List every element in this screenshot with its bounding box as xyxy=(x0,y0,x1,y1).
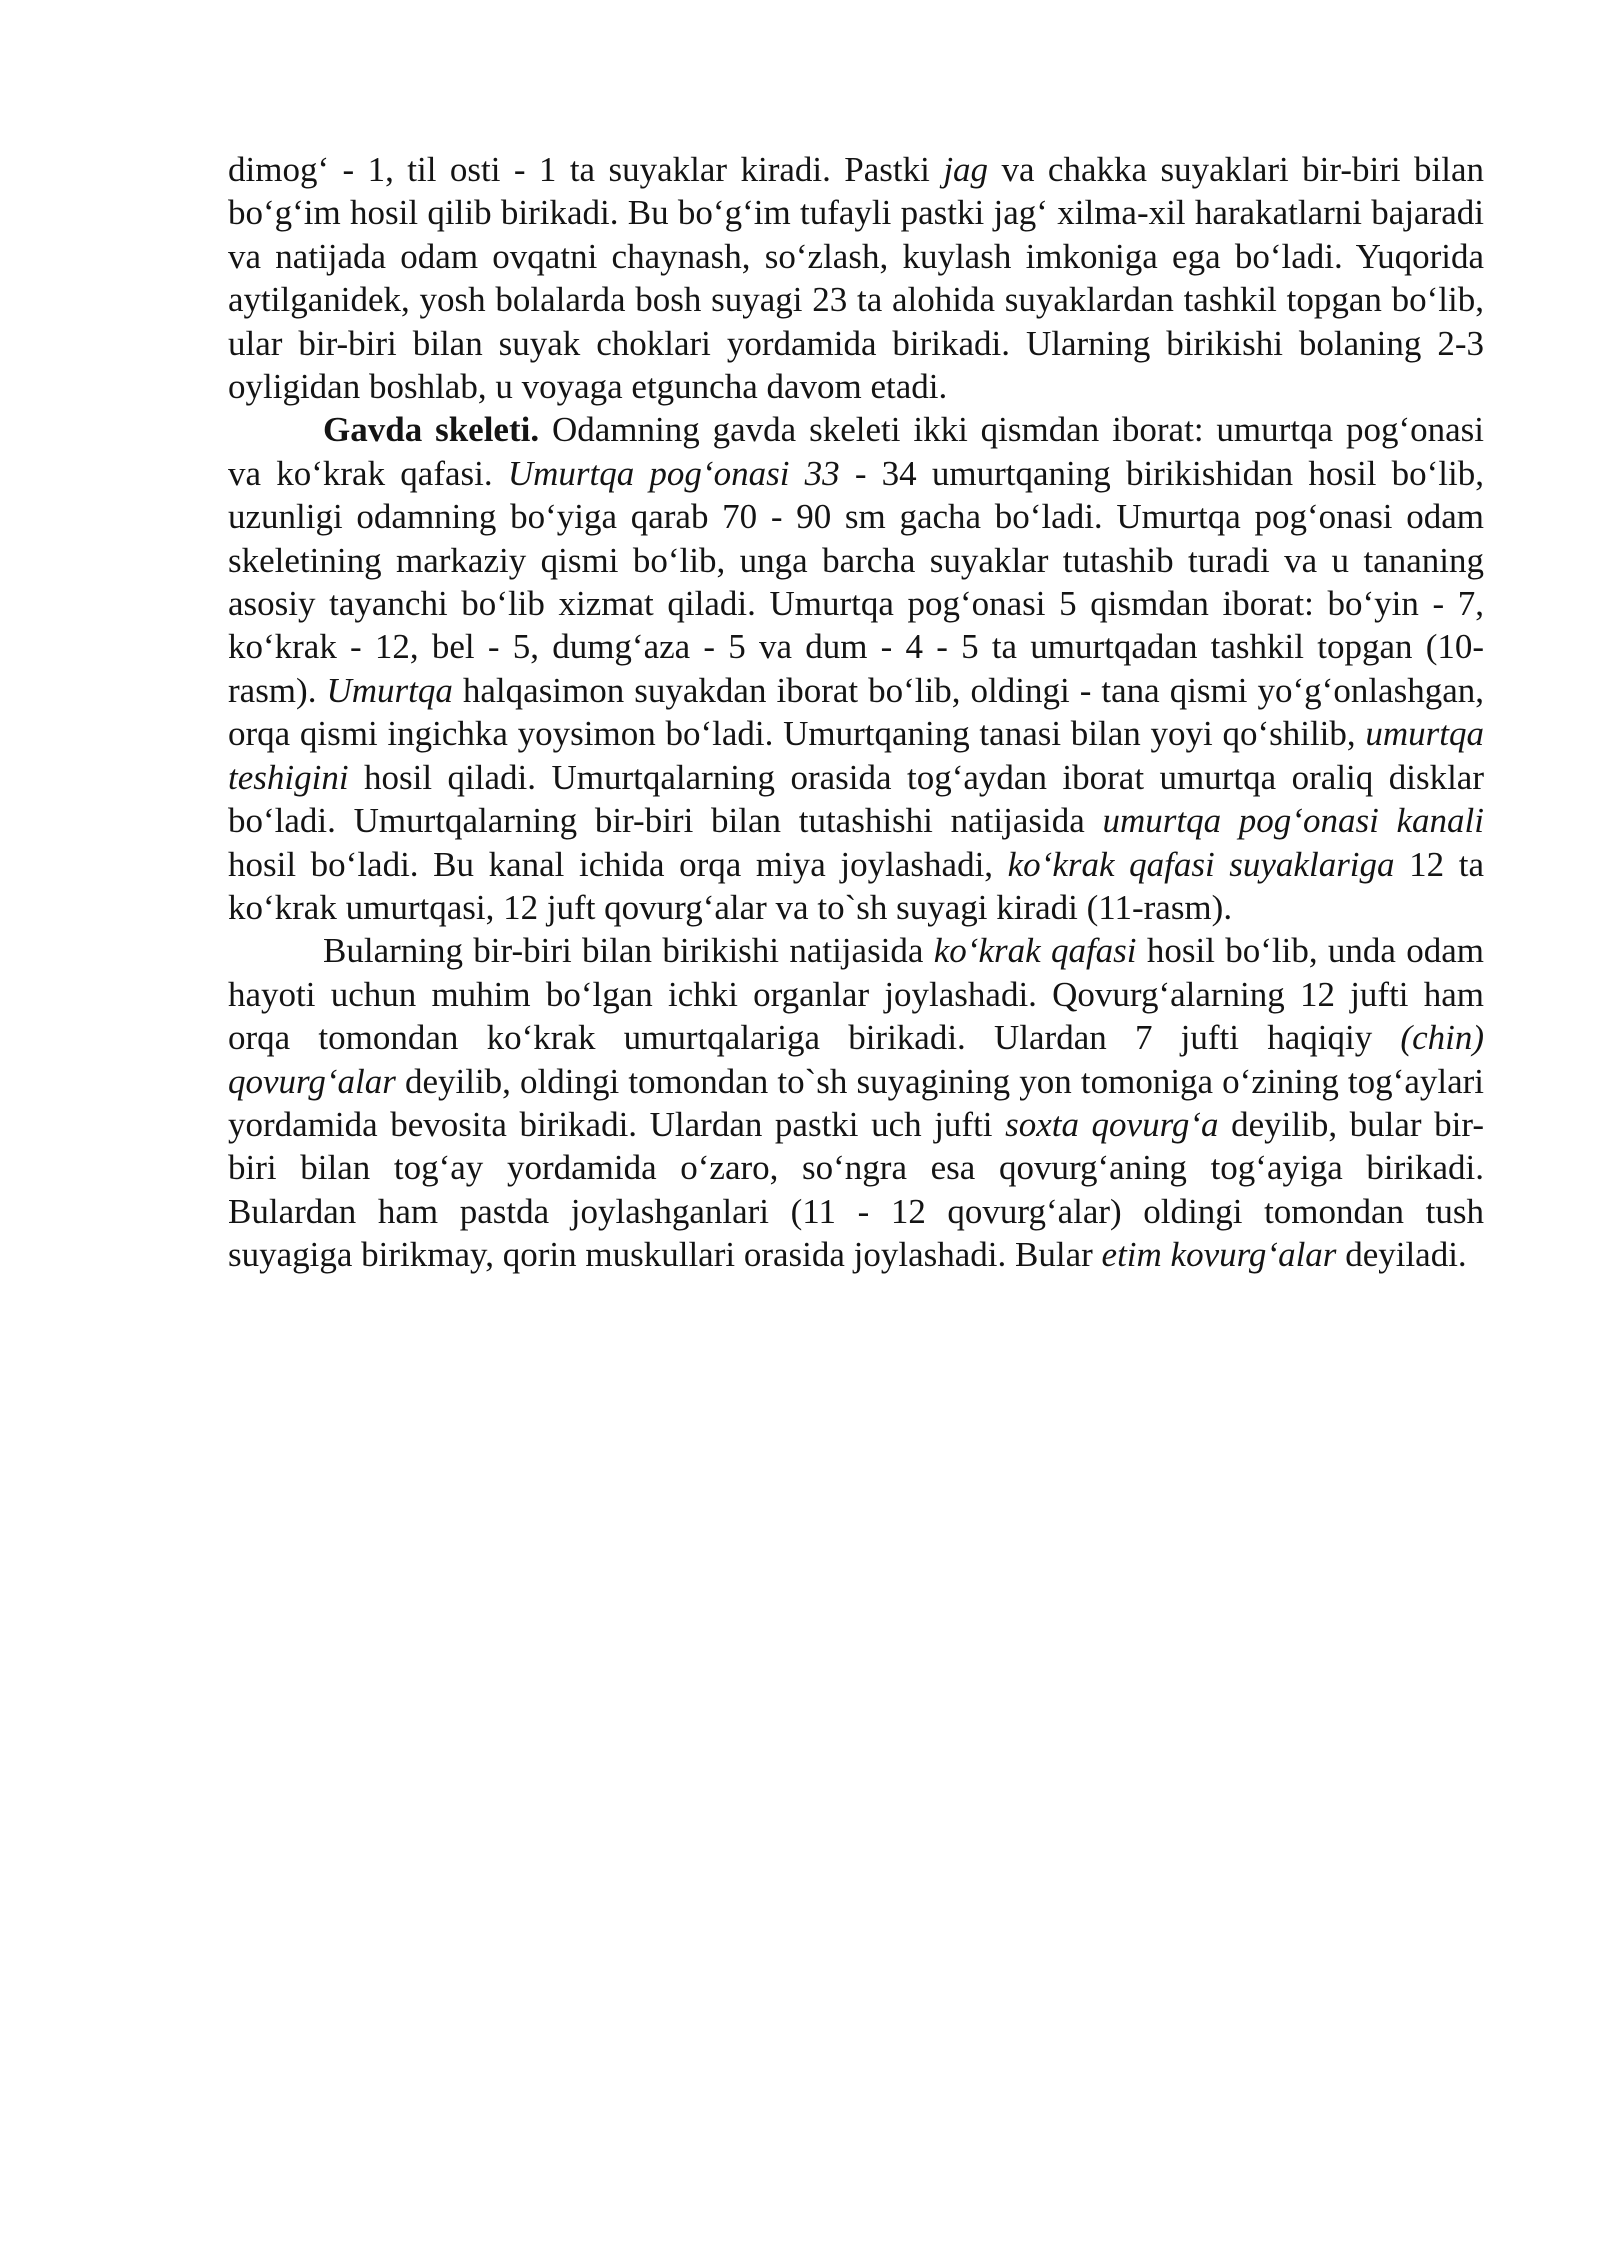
document-page xyxy=(228,148,1484,1277)
text-run: deyilib, oldingi tomondan to`sh suyagining yon tomoniga o‘zining tog‘aylari yordamida bevosita birikadi. Ulardan pastki uch jufti xyxy=(228,1061,1484,1144)
paragraph-trunk-skeleton xyxy=(228,408,1484,929)
text-run: hosil bo‘ladi. Bu kanal ichida orqa miya joylashadi, xyxy=(228,844,1008,884)
italic-term-kokrak-qafasi-suyaklariga: ko‘krak qafasi suyaklariga xyxy=(1007,844,1395,884)
text-run: dimog‘ - 1, til osti - 1 ta suyaklar kiradi. Pastki xyxy=(228,150,944,189)
text-run: halqasimon suyakdan iborat bo‘lib, oldingi - tana qismi yo‘g‘onlashgan, orqa qismi ingichka yoysimon bo‘ladi. Umurtqaning tanasi bilan yoyi qo‘shilib, xyxy=(228,670,1484,754)
italic-term-soxta-qovurga: soxta qovurg‘a xyxy=(1005,1104,1219,1144)
italic-term-kokrak-qafasi: ko‘krak qafasi xyxy=(933,931,1137,971)
section-heading-gavda-skeleti: Gavda skeleti. xyxy=(323,410,540,450)
text-run: Odamning gavda skeleti ikki qismdan iborat: umurtqa pog‘onasi va ko‘krak qafasi. xyxy=(228,410,1484,493)
italic-term-jag: jag xyxy=(943,150,989,189)
italic-term-chin-qovurgalar: (chin) qovurg‘alar xyxy=(228,1018,1484,1101)
text-run: hosil bo‘lib, unda odam hayoti uchun muhim bo‘lgan ichki organlar joylashadi. Qovurg‘alarning 12 jufti ham orqa tomondan ko‘krak umurtqalariga birikadi. Ulardan 7 jufti haqiqiy xyxy=(228,931,1484,1058)
text-run: deyilib, bular bir-biri bilan tog‘ay yordamida o‘zaro, so‘ngra esa qovurg‘aning tog‘ayiga birikadi. Bulardan ham pastda joylashganlari (11 - 12 qovurg‘alar) oldingi tomondan tush suyagiga birikmay, qorin muskullari orasida joylashadi. Bular xyxy=(228,1104,1484,1275)
text-run: 12 ta ko‘krak umurtqasi, 12 juft qovurg‘alar va to`sh suyagi kiradi (11-rasm). xyxy=(228,844,1484,927)
italic-term-umurtqa-pogonasi-kanali: umurtqa pog‘onasi kanali xyxy=(1102,801,1485,841)
text-run: deyiladi. xyxy=(1336,1235,1467,1275)
italic-term-umurtqa-pogonasi: Umurtqa pog‘onasi 33 xyxy=(507,453,840,493)
text-run: - 34 umurtqaning birikishidan hosil bo‘lib, uzunligi odamning bo‘yiga qarab 70 - 90 sm gacha bo‘ladi. Umurtqa pog‘onasi odam skeletining markaziy qismi bo‘lib, unga barcha suyaklar tutashib turadi va u tananing asosiy tayanchi bo‘lib xizmat qiladi. Umurtqa pog‘onasi 5 qismdan iborat: bo‘yin - 7, ko‘krak - 12, bel - 5, dumg‘aza - 5 va dum - 4 - 5 ta umurtqadan tashkil topgan (10-rasm). xyxy=(228,453,1484,710)
text-run: va chakka suyaklari bir-biri bilan bo‘g‘im hosil qilib birikadi. Bu bo‘g‘im tufayli pastki jag‘ xilma-xil harakatlarni bajaradi va natijada odam ovqatni chaynash, so‘zlash, kuylash imkoniga ega bo‘ladi. Yuqorida aytilganidek, yosh bolalarda bosh suyagi 23 ta alohida suyaklardan tashkil topgan bo‘lib, ular bir-biri bilan suyak choklari yordamida birikadi. Ularning birikishi bolaning 2-3 oyligidan boshlab, u voyaga etguncha davom etadi. xyxy=(228,150,1484,407)
italic-term-etim-kovurgalar: etim kovurg‘alar xyxy=(1101,1235,1337,1275)
text-run: hosil qiladi. Umurtqalarning orasida tog‘aydan iborat umurtqa oraliq disklar bo‘ladi. Umurtqalarning bir-biri bilan tutashishi natijasida xyxy=(228,757,1484,841)
italic-term-umurtqa-teshigini: umurtqa teshigini xyxy=(228,714,1484,797)
paragraph-rib-cage xyxy=(228,929,1484,1276)
italic-term-umurtqa: Umurtqa xyxy=(326,670,453,710)
paragraph-skull-bones xyxy=(228,148,1484,408)
text-run: Bularning bir-biri bilan birikishi natijasida xyxy=(323,931,934,971)
